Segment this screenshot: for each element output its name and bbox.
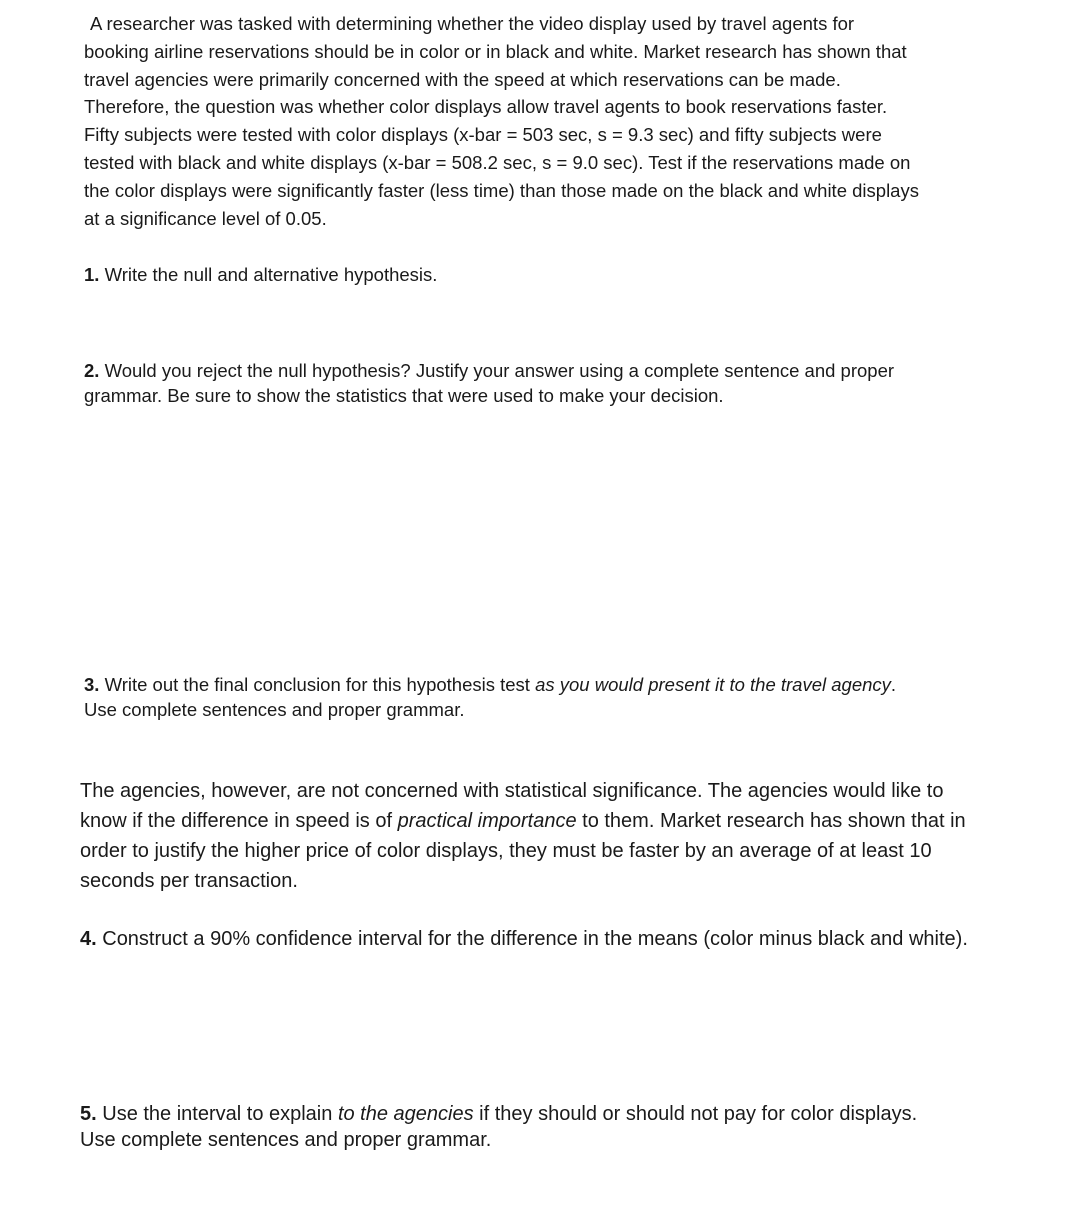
paragraph-text: to them. Market research has shown that in <box>576 810 966 832</box>
intro-line: Therefore, the question was whether color displays allow travel agents to book reservations faster. <box>84 96 888 118</box>
question-text: Write out the final conclusion for this hypothesis test <box>99 674 536 695</box>
question-5-line <box>80 1101 917 1127</box>
question-3-line <box>84 672 1044 697</box>
question-number: 1. <box>84 264 100 285</box>
question-text: Use the interval to explain <box>96 1103 338 1125</box>
question-4 <box>80 924 968 954</box>
question-text: if they should or should not pay for color displays. <box>473 1103 918 1125</box>
question-text: . <box>890 674 897 695</box>
question-1 <box>84 262 1044 287</box>
intro-line: travel agencies were primarily concerned with the speed at which reservations can be made. <box>84 68 841 90</box>
question-text: Construct a 90% confidence interval for the difference in the means (color minus black and white). <box>96 928 968 950</box>
question-text: Write the null and alternative hypothesis. <box>99 264 438 285</box>
question-5-line: Use complete sentences and proper grammar. <box>80 1129 492 1151</box>
question-1-text <box>84 262 1044 287</box>
intro-line: the color displays were significantly faster (less time) than those made on the black and white displays <box>84 179 919 201</box>
intro-line: A researcher was tasked with determining whether the video display used by travel agents for <box>90 13 855 34</box>
paragraph-line <box>80 806 1080 836</box>
paragraph-line: seconds per transaction. <box>80 870 298 892</box>
emphasis-text: practical importance <box>397 810 577 832</box>
question-number: 5. <box>80 1103 97 1125</box>
question-number: 2. <box>84 360 100 381</box>
emphasis-text: to the agencies <box>337 1103 474 1125</box>
intro-paragraph <box>84 10 1044 232</box>
question-5 <box>80 1101 917 1153</box>
paragraph-text: know if the difference in speed is of <box>80 810 398 832</box>
question-number: 3. <box>84 674 100 695</box>
question-3-line: Use complete sentences and proper grammar. <box>84 699 465 720</box>
question-2-line <box>84 358 1044 383</box>
paragraph-line: order to justify the higher price of color displays, they must be faster by an average of at least 10 <box>80 840 932 862</box>
intro-line: booking airline reservations should be in color or in black and white. Market research has shown that <box>84 40 907 62</box>
emphasis-text: as you would present it to the travel agency <box>535 674 891 695</box>
question-3 <box>84 672 1044 722</box>
question-number: 4. <box>80 928 97 950</box>
question-text: Would you reject the null hypothesis? Justify your answer using a complete sentence and proper <box>99 360 895 381</box>
question-2 <box>84 358 1044 408</box>
practical-importance-paragraph <box>80 776 1080 896</box>
intro-line: Fifty subjects were tested with color displays (x-bar = 503 sec, s = 9.3 sec) and fifty subjects were <box>84 124 882 146</box>
intro-line: at a significance level of 0.05. <box>84 207 327 229</box>
paragraph-line: The agencies, however, are not concerned with statistical significance. The agencies would like to <box>80 780 944 802</box>
question-2-line: grammar. Be sure to show the statistics that were used to make your decision. <box>84 385 724 406</box>
intro-line: tested with black and white displays (x-bar = 508.2 sec, s = 9.0 sec). Test if the reservations made on <box>84 151 911 173</box>
